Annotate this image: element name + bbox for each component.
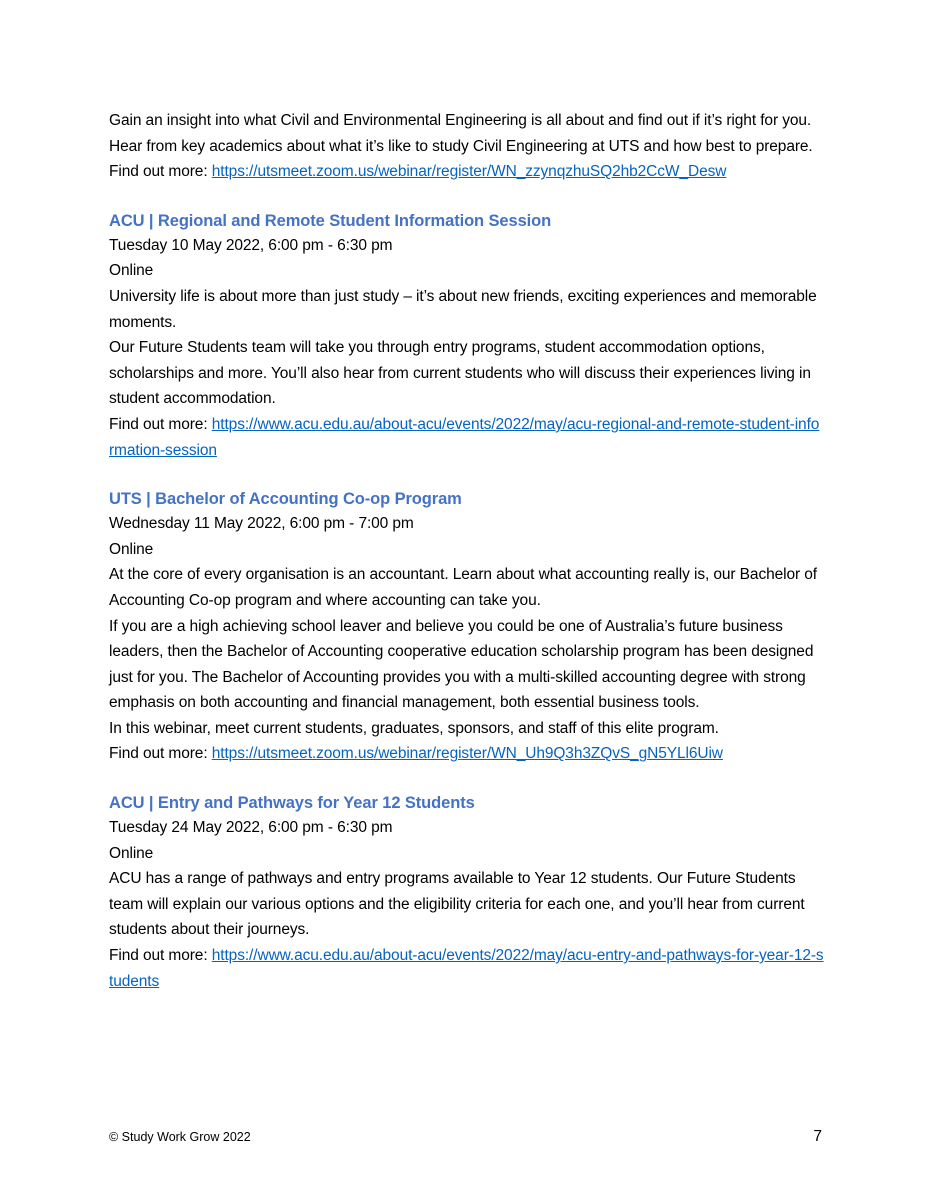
event-link[interactable]: https://utsmeet.zoom.us/webinar/register/WN_zzynqzhuSQ2hb2CcW_Desw [211, 163, 727, 181]
event-description: In this webinar, meet current students, graduates, sponsors, and staff of this elite program. [109, 719, 719, 737]
event-description: Our Future Students team will take you through entry programs, student accommodation options, scholarships and more. You’ll also hear from current students who will discuss their experiences living in student accommodation. [109, 339, 811, 408]
event-location: Online [109, 540, 154, 558]
find-out-more-line [109, 159, 824, 185]
page-number: 7 [813, 1128, 822, 1145]
page-footer [109, 1128, 822, 1146]
event-link[interactable]: https://www.acu.edu.au/about-acu/events/2022/may/acu-entry-and-pathways-for-year-12-students [109, 947, 824, 990]
copyright-text: © Study Work Grow 2022 [109, 1130, 251, 1144]
event-link[interactable]: https://utsmeet.zoom.us/webinar/register/WN_Uh9Q3h3ZQvS_gN5YLl6Uiw [211, 745, 723, 763]
event-location: Online [109, 844, 154, 862]
event-location: Online [109, 262, 154, 280]
event-description: ACU has a range of pathways and entry programs available to Year 12 students. Our Future Students team will explain our various options and the eligibility criteria for each one, and you’ll hear from current students about their journeys. [109, 870, 805, 939]
event-description: At the core of every organisation is an accountant. Learn about what accounting really is, our Bachelor of Accounting Co-op program and where accounting can take you. [109, 566, 817, 609]
find-out-more-label: Find out more: [109, 163, 212, 181]
find-out-more-line [109, 412, 824, 463]
event-link[interactable]: https://www.acu.edu.au/about-acu/events/2022/may/acu-regional-and-remote-student-information-session [109, 415, 820, 459]
event-title: ACU | Entry and Pathways for Year 12 Students [109, 794, 475, 813]
find-out-more-line [109, 943, 824, 994]
event-title: UTS | Bachelor of Accounting Co-op Program [109, 490, 462, 509]
event-date: Wednesday 11 May 2022, 6:00 pm - 7:00 pm [109, 515, 414, 533]
event-acu-regional-remote [109, 210, 824, 463]
find-out-more-label: Find out more: [109, 745, 212, 763]
event-date: Tuesday 24 May 2022, 6:00 pm - 6:30 pm [109, 819, 393, 837]
document-page [109, 108, 824, 994]
intro-section [109, 108, 824, 185]
intro-description: Gain an insight into what Civil and Environmental Engineering is all about and find out if it’s right for you. Hear from key academics about what it’s like to study Civil Engineering at UTS and how best to prepare. [109, 112, 813, 155]
find-out-more-line [109, 741, 824, 767]
event-acu-entry-pathways [109, 792, 824, 994]
event-date: Tuesday 10 May 2022, 6:00 pm - 6:30 pm [109, 236, 393, 254]
find-out-more-label: Find out more: [109, 947, 212, 965]
event-title: ACU | Regional and Remote Student Information Session [109, 211, 552, 230]
find-out-more-label: Find out more: [109, 415, 212, 433]
event-description: If you are a high achieving school leaver and believe you could be one of Australia’s future business leaders, then the Bachelor of Accounting cooperative education scholarship program has been designed just for you. The Bachelor of Accounting provides you with a multi-skilled accounting degree with strong emphasis on both accounting and financial management, both essential business tools. [109, 617, 814, 712]
event-description: University life is about more than just study – it’s about new friends, exciting experiences and memorable moments. [109, 287, 817, 331]
event-uts-accounting-coop [109, 488, 824, 767]
